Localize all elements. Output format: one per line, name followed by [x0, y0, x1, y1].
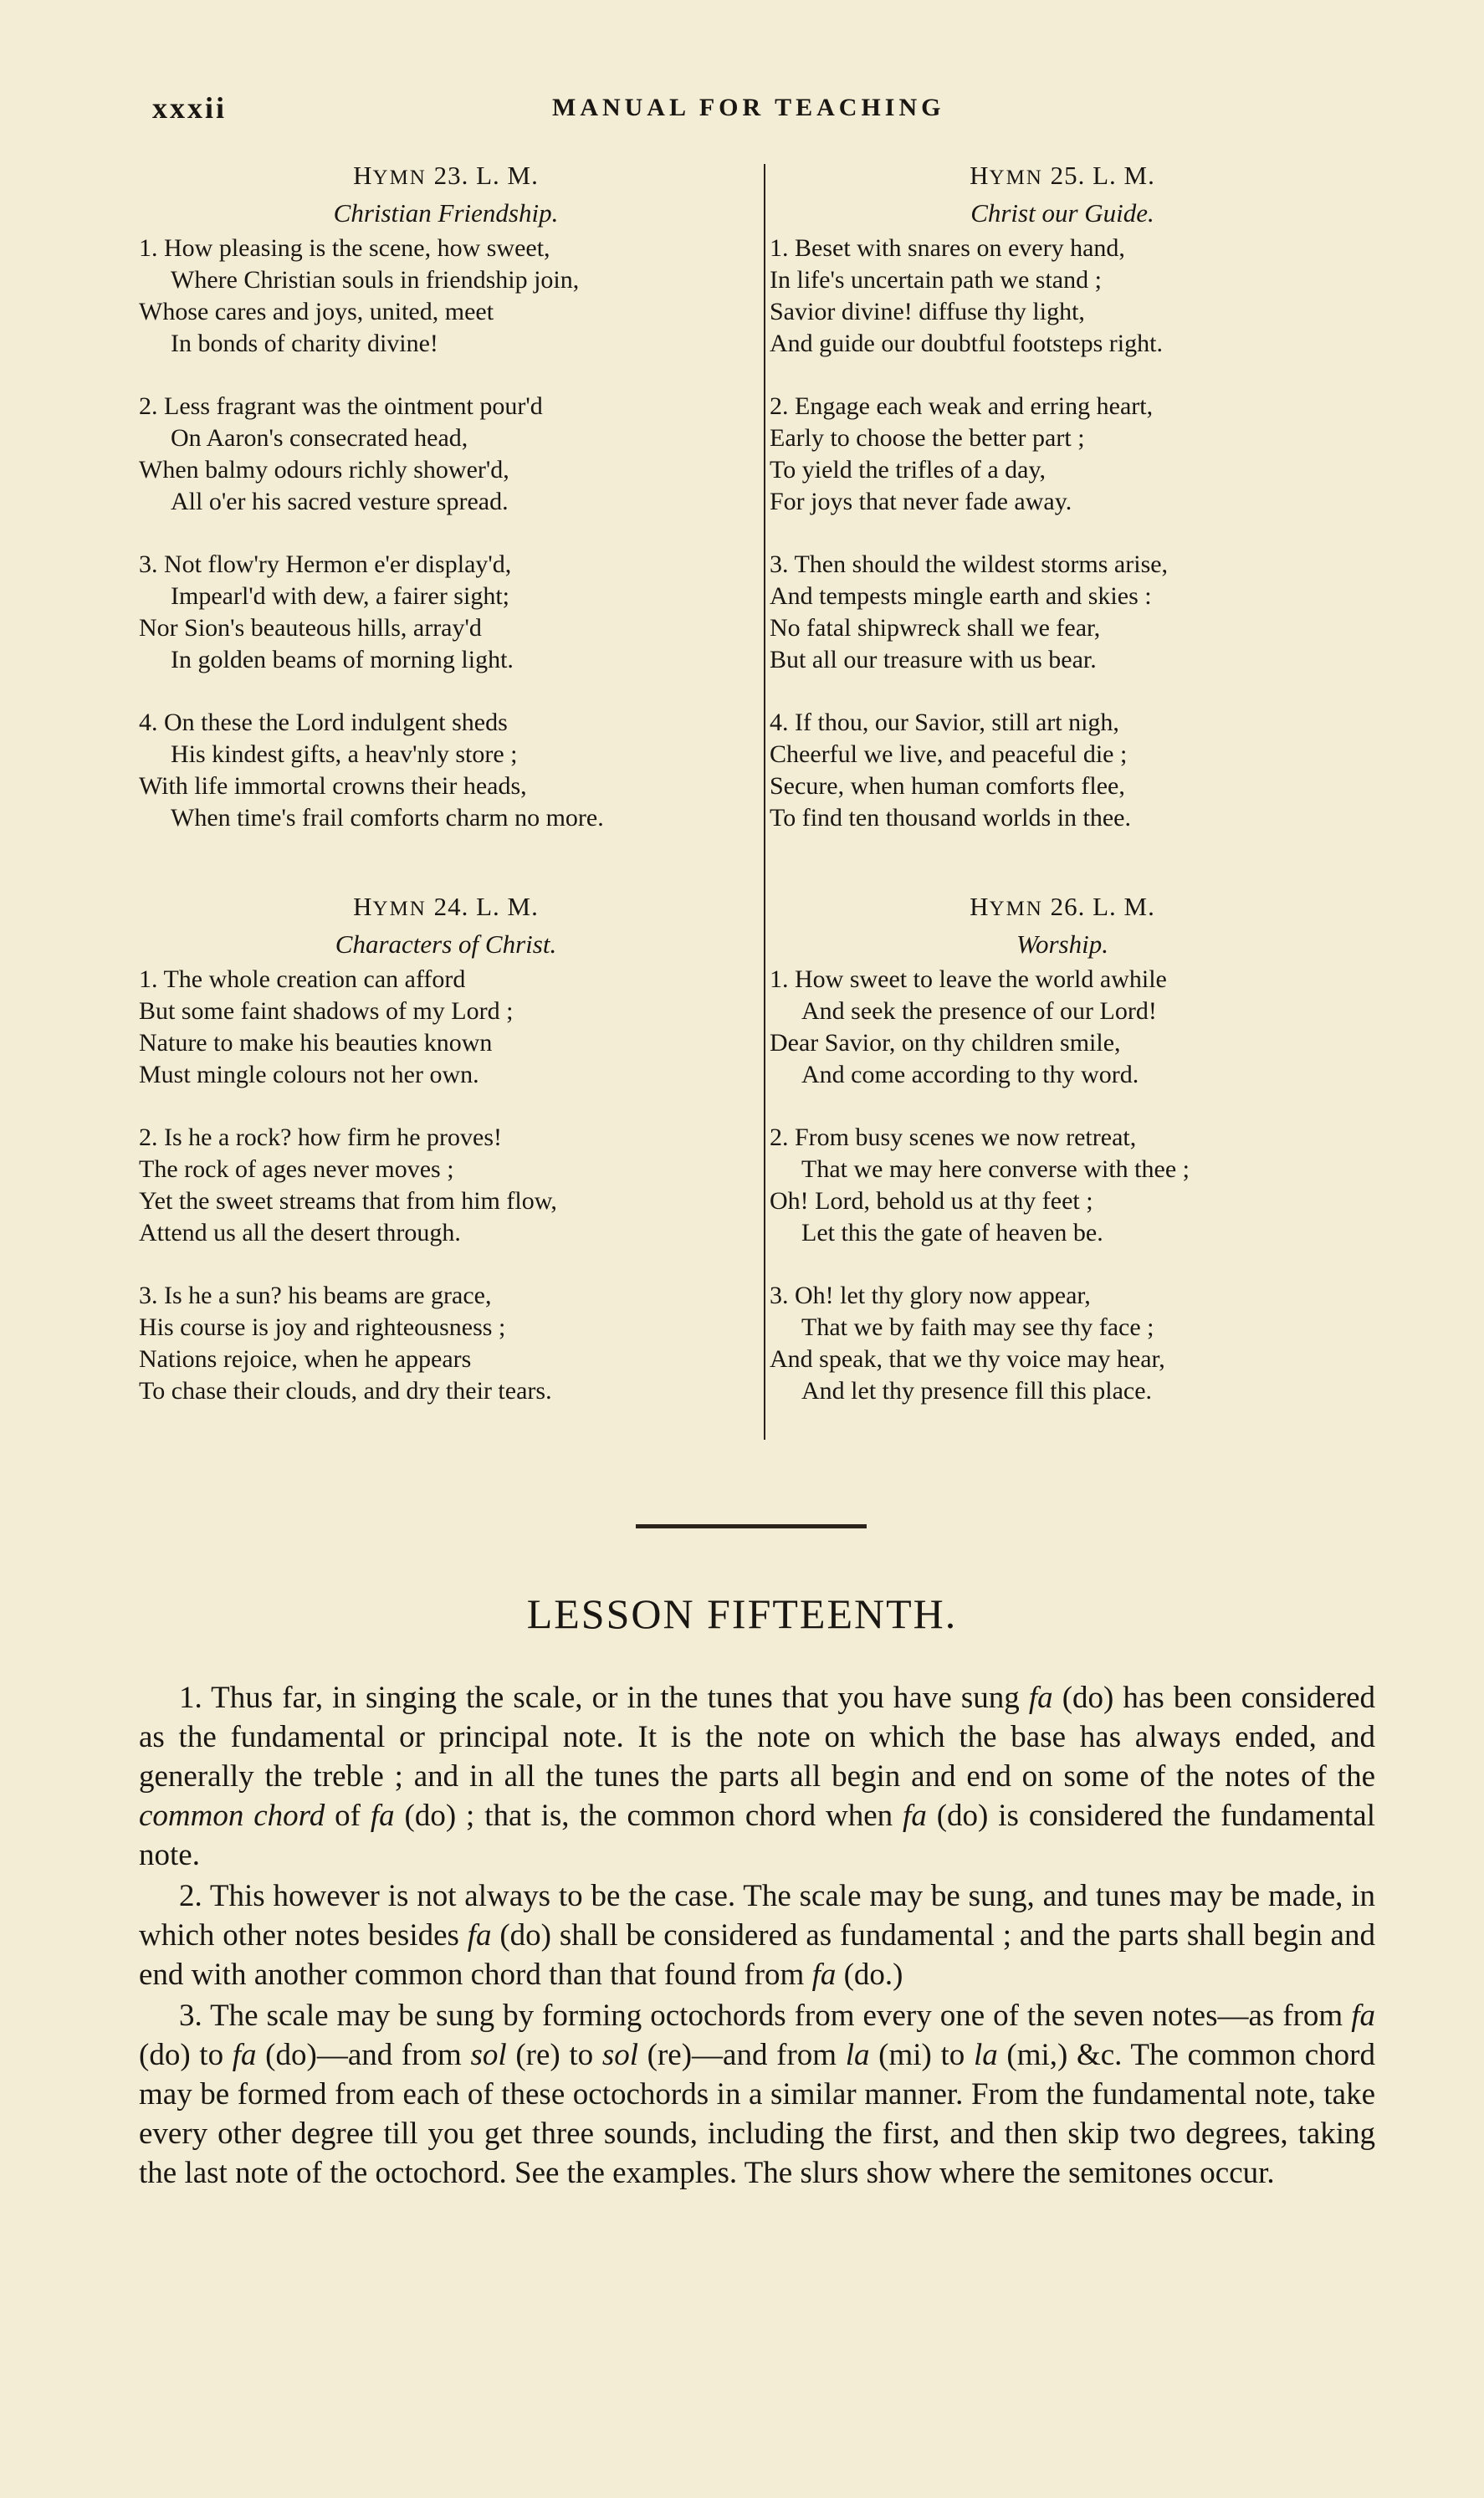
verse-line: And seek the presence of our Lord!: [801, 997, 1157, 1025]
page-header: [0, 90, 1484, 127]
hymn-label-initial: H: [353, 161, 373, 190]
stanza: [139, 964, 753, 1091]
italic-term: fa: [811, 1958, 837, 1992]
hymn-label-initial: H: [970, 892, 990, 921]
verse-line: The rock of ages never moves ;: [139, 1155, 454, 1183]
hymn-subtitle: Worship.: [1016, 929, 1108, 959]
verse-line: 3. Oh! let thy glory now appear,: [770, 1282, 1091, 1309]
text-run: (do) ; that is, the common chord when: [394, 1799, 903, 1833]
italic-term: fa: [370, 1799, 395, 1833]
lesson-title: LESSON FIFTEENTH.: [526, 1590, 958, 1637]
hymn-label-rest: YMN: [372, 898, 427, 920]
italic-term: fa: [903, 1799, 927, 1833]
verse-line: 1. How pleasing is the scene, how sweet,: [139, 234, 550, 262]
verse-line: 1. Beset with snares on every hand,: [770, 234, 1125, 262]
verse-line: And guide our doubtful footsteps right.: [770, 330, 1163, 357]
verse-line: In life's uncertain path we stand ;: [770, 266, 1102, 294]
hymn-26: [770, 888, 1355, 1407]
hymn-subtitle: Christian Friendship.: [333, 198, 559, 228]
text-run: of: [325, 1799, 371, 1833]
hymn-title: [770, 157, 1355, 194]
lesson-paragraph-2: [139, 1876, 1375, 1994]
verse-line: Savior divine! diffuse thy light,: [770, 298, 1085, 325]
verse-line: And let thy presence fill this place.: [801, 1377, 1153, 1405]
hymn-number: 23.: [426, 161, 477, 190]
lesson-body: [139, 1678, 1375, 2193]
verse-line: Dear Savior, on thy children smile,: [770, 1029, 1121, 1057]
page-number: xxxii: [152, 91, 228, 125]
stanza: [770, 233, 1355, 360]
verse-line: 2. Is he a rock? how firm he proves!: [139, 1124, 503, 1151]
verse-line: Whose cares and joys, united, meet: [139, 298, 494, 325]
italic-term: sol: [470, 2038, 507, 2072]
italic-term: la: [973, 2038, 998, 2072]
hymn-25: [770, 157, 1355, 834]
verse-line: No fatal shipwreck shall we fear,: [770, 614, 1101, 642]
stanza: [770, 1280, 1355, 1407]
stanza: [139, 233, 753, 360]
right-column: [770, 157, 1355, 1438]
stanza: [139, 1280, 753, 1407]
hymn-number: 25.: [1042, 161, 1093, 190]
hymn-label-initial: H: [970, 161, 990, 190]
verse-line: All o'er his sacred vesture spread.: [171, 488, 509, 515]
italic-term: fa: [1028, 1681, 1053, 1715]
verse-line: 4. If thou, our Savior, still art nigh,: [770, 709, 1119, 736]
column-divider: [764, 164, 765, 1440]
hymn-meter: L. M.: [476, 161, 539, 190]
text-run: (mi) to: [869, 2038, 974, 2072]
hymn-title: [139, 157, 753, 194]
italic-term: fa: [1351, 1999, 1375, 2033]
verse-line: When time's frail comforts charm no more.: [171, 804, 604, 832]
verse-line: To find ten thousand worlds in thee.: [770, 804, 1131, 832]
stanza: [770, 964, 1355, 1091]
verse-line: But all our treasure with us bear.: [770, 646, 1097, 673]
verse-line: Cheerful we live, and peaceful die ;: [770, 740, 1128, 768]
text-run: (do) has been considered as the fundamental or principal note. It is the note on which the base has always ended, and generally the treble ; and in all the tunes the parts all begin and end on some of the notes of the: [139, 1681, 1376, 1794]
hymn-label-rest: YMN: [989, 166, 1043, 189]
hymn-24: [139, 888, 753, 1407]
hymn-number: 26.: [1042, 892, 1093, 921]
hymn-number: 24.: [426, 892, 477, 921]
text-run: (do) to: [139, 2038, 233, 2072]
stanza: [139, 391, 753, 518]
hymn-title: [139, 888, 753, 925]
text-run: (do.): [836, 1958, 903, 1992]
italic-term: fa: [232, 2038, 257, 2072]
verse-line: And speak, that we thy voice may hear,: [770, 1345, 1165, 1373]
text-run: 1. Thus far, in singing the scale, or in the tunes that you have sung: [179, 1681, 1029, 1715]
verse-line: Yet the sweet streams that from him flow,: [139, 1187, 557, 1215]
hymn-gap: [139, 865, 753, 888]
italic-term: common chord: [139, 1799, 325, 1833]
stanza: [770, 549, 1355, 676]
verse-line: Oh! Lord, behold us at thy feet ;: [770, 1187, 1093, 1215]
hymn-meter: L. M.: [1093, 892, 1155, 921]
stanza: [770, 391, 1355, 518]
verse-line: 4. On these the Lord indulgent sheds: [139, 709, 508, 736]
verse-line: 3. Not flow'ry Hermon e'er display'd,: [139, 550, 512, 578]
hymn-subtitle: Characters of Christ.: [335, 929, 557, 959]
verse-line: That we may here converse with thee ;: [801, 1155, 1190, 1183]
verse-line: To chase their clouds, and dry their tears.: [139, 1377, 552, 1405]
verse-line: And come according to thy word.: [801, 1061, 1139, 1088]
text-run: (re)—and from: [638, 2038, 846, 2072]
hymn-gap: [770, 865, 1355, 888]
hymn-23: [139, 157, 753, 834]
hymn-meter: L. M.: [1093, 161, 1155, 190]
verse-line: Early to choose the better part ;: [770, 424, 1085, 452]
verse-line: His course is joy and righteousness ;: [139, 1313, 506, 1341]
stanza: [139, 549, 753, 676]
verse-line: Where Christian souls in friendship join,: [171, 266, 580, 294]
stanza: [139, 1122, 753, 1249]
verse-line: But some faint shadows of my Lord ;: [139, 997, 514, 1025]
text-run: (do) shall be considered as fundamental ; and the parts shall begin and end with another common chord than that found from: [139, 1918, 1375, 1992]
verse-line: In golden beams of morning light.: [171, 646, 514, 673]
verse-line: 1. How sweet to leave the world awhile: [770, 965, 1167, 993]
text-run: (do)—and from: [256, 2038, 471, 2072]
stanza: [770, 707, 1355, 834]
verse-line: 2. Less fragrant was the ointment pour'd: [139, 392, 543, 420]
verse-line: Secure, when human comforts flee,: [770, 772, 1125, 800]
verse-line: To yield the trifles of a day,: [770, 456, 1046, 484]
verse-line: His kindest gifts, a heav'nly store ;: [171, 740, 518, 768]
italic-term: sol: [601, 2038, 638, 2072]
verse-line: That we by faith may see thy face ;: [801, 1313, 1154, 1341]
verse-line: With life immortal crowns their heads,: [139, 772, 527, 800]
verse-line: Must mingle colours not her own.: [139, 1061, 479, 1088]
text-run: 3. The scale may be sung by forming octochords from every one of the seven notes—as from: [179, 1999, 1352, 2033]
verse-line: Nor Sion's beauteous hills, array'd: [139, 614, 482, 642]
verse-line: Let this the gate of heaven be.: [801, 1219, 1103, 1246]
verse-line: In bonds of charity divine!: [171, 330, 438, 357]
left-column: [139, 157, 753, 1438]
stanza: [770, 1122, 1355, 1249]
hymn-title: [770, 888, 1355, 925]
verse-line: 3. Then should the wildest storms arise,: [770, 550, 1169, 578]
hymn-label-initial: H: [353, 892, 373, 921]
italic-term: fa: [467, 1918, 492, 1953]
verse-line: Nature to make his beauties known: [139, 1029, 493, 1057]
hymn-label-rest: YMN: [372, 166, 427, 189]
lesson-paragraph-1: [139, 1678, 1375, 1875]
verse-line: When balmy odours richly shower'd,: [139, 456, 509, 484]
verse-line: 2. Engage each weak and erring heart,: [770, 392, 1154, 420]
text-run: 2. This however is not always to be the case. The scale may be sung, and tunes may be made, in which other notes besides: [139, 1879, 1375, 1953]
verse-line: 2. From busy scenes we now retreat,: [770, 1124, 1137, 1151]
italic-term: la: [845, 2038, 870, 2072]
verse-line: Impearl'd with dew, a fairer sight;: [171, 582, 509, 610]
verse-line: And tempests mingle earth and skies :: [770, 582, 1152, 610]
running-title: MANUAL FOR TEACHING: [552, 94, 945, 121]
lesson-paragraph-3: [139, 1996, 1375, 2193]
verse-line: On Aaron's consecrated head,: [171, 424, 468, 452]
text-run: (re) to: [506, 2038, 602, 2072]
hymn-subtitle: Christ our Guide.: [970, 198, 1154, 228]
verse-line: For joys that never fade away.: [770, 488, 1072, 515]
verse-line: 3. Is he a sun? his beams are grace,: [139, 1282, 492, 1309]
hymn-label-rest: YMN: [989, 898, 1043, 920]
hymn-meter: L. M.: [476, 892, 539, 921]
verse-line: 1. The whole creation can afford: [139, 965, 466, 993]
stanza: [139, 707, 753, 834]
verse-line: Nations rejoice, when he appears: [139, 1345, 472, 1373]
text-run: (mi,) &c. The common chord may be formed from each of these octochords in a similar manner. From the fundamental note, take every other degree till you get three sounds, including the first, and then skip two degrees, taking the last note of the octochord. See the examples. The slurs show where the semitones occur.: [139, 2038, 1375, 2190]
section-separator: [636, 1524, 867, 1528]
text-run: (do) is considered the fundamental note.: [139, 1799, 1376, 1872]
verse-line: Attend us all the desert through.: [139, 1219, 461, 1246]
